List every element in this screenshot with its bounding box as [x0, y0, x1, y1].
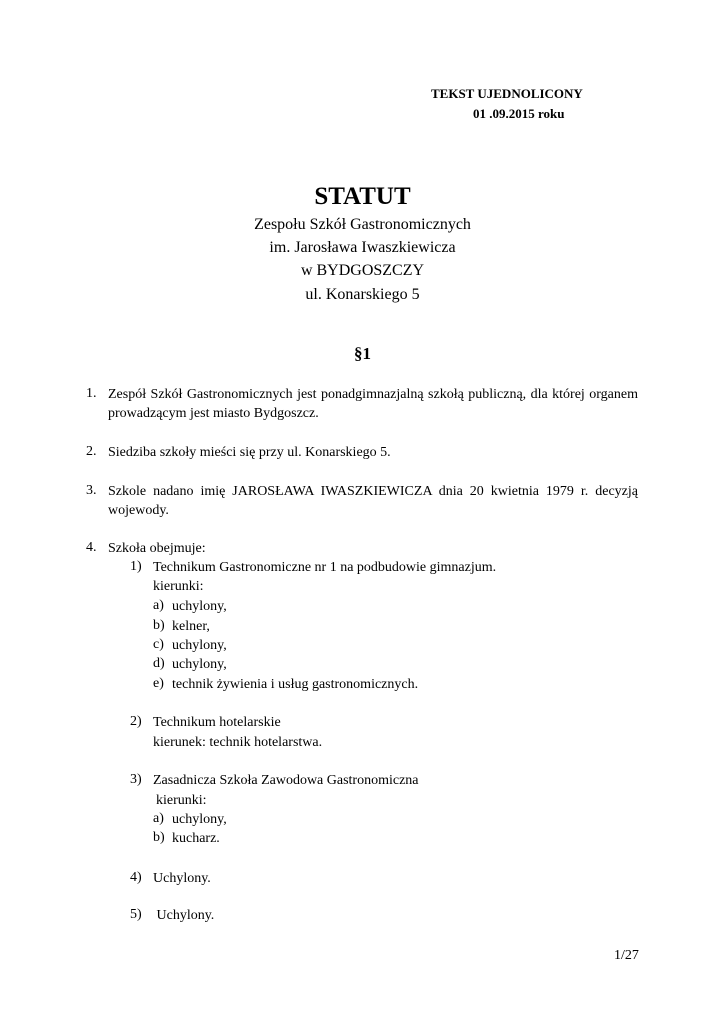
subitem-text: Technikum Gastronomiczne nr 1 na podbudowie gimnazjum.	[153, 560, 497, 575]
school-name: Zespołu Szkół Gastronomicznych	[254, 216, 471, 233]
option-text: kelner,	[172, 619, 210, 634]
option-letter: a)	[153, 811, 164, 826]
option-letter: b)	[153, 830, 165, 845]
school-city: w BYDGOSZCZY	[300, 262, 425, 279]
document-status-label: TEKST UJEDNOLICONY	[431, 86, 583, 101]
item-text: Siedziba szkoły mieści się przy ul. Konarskiego 5.	[108, 445, 391, 460]
option-text: uchylony,	[172, 638, 227, 653]
item-text: Szkoła obejmuje:	[108, 541, 206, 556]
option-text: uchylony,	[172, 657, 227, 672]
option-text: kucharz.	[172, 831, 220, 846]
option-text: uchylony,	[172, 599, 227, 614]
item-text: Szkole nadano imię JAROSŁAWA IWASZKIEWICZA dnia 20 kwietnia 1979 r. decyzją wojewody.	[108, 484, 638, 518]
subitem-text: Technikum hotelarskie	[153, 715, 281, 730]
option-text: uchylony,	[172, 812, 227, 827]
subitem-number: 2)	[130, 714, 142, 729]
item-number: 2.	[86, 444, 97, 459]
page-number: 1/27	[614, 948, 639, 963]
item-text: Zespół Szkół Gastronomicznych jest ponadgimnazjalną szkołą publiczną, dla której organem prowadzącym jest miasto Bydgoszcz.	[108, 387, 638, 421]
school-address: ul. Konarskiego 5	[305, 286, 420, 303]
option-letter: e)	[153, 676, 164, 691]
subitem-label: kierunek: technik hotelarstwa.	[153, 735, 323, 750]
option-letter: a)	[153, 598, 164, 613]
item-number: 3.	[86, 483, 97, 498]
item-number: 1.	[86, 386, 97, 401]
subitem-number: 3)	[130, 772, 142, 787]
subitem-text: Uchylony.	[153, 908, 215, 923]
subitem-number: 4)	[130, 870, 142, 885]
subitem-label: kierunki:	[156, 793, 207, 808]
option-letter: b)	[153, 618, 165, 633]
subitem-number: 1)	[130, 559, 142, 574]
document-date-label: 01 .09.2015 roku	[473, 106, 565, 121]
item-number: 4.	[86, 540, 97, 555]
option-text: technik żywienia i usług gastronomicznych.	[172, 677, 419, 692]
subitem-text: Zasadnicza Szkoła Zawodowa Gastronomiczna	[153, 773, 419, 788]
subitem-number: 5)	[130, 907, 142, 922]
document-title: STATUT	[314, 183, 411, 210]
option-letter: d)	[153, 656, 165, 671]
option-letter: c)	[153, 637, 164, 652]
subitem-label: kierunki:	[153, 579, 204, 594]
subitem-text: Uchylony.	[153, 871, 211, 886]
section-heading: §1	[354, 344, 371, 363]
school-patron: im. Jarosława Iwaszkiewicza	[269, 239, 456, 256]
